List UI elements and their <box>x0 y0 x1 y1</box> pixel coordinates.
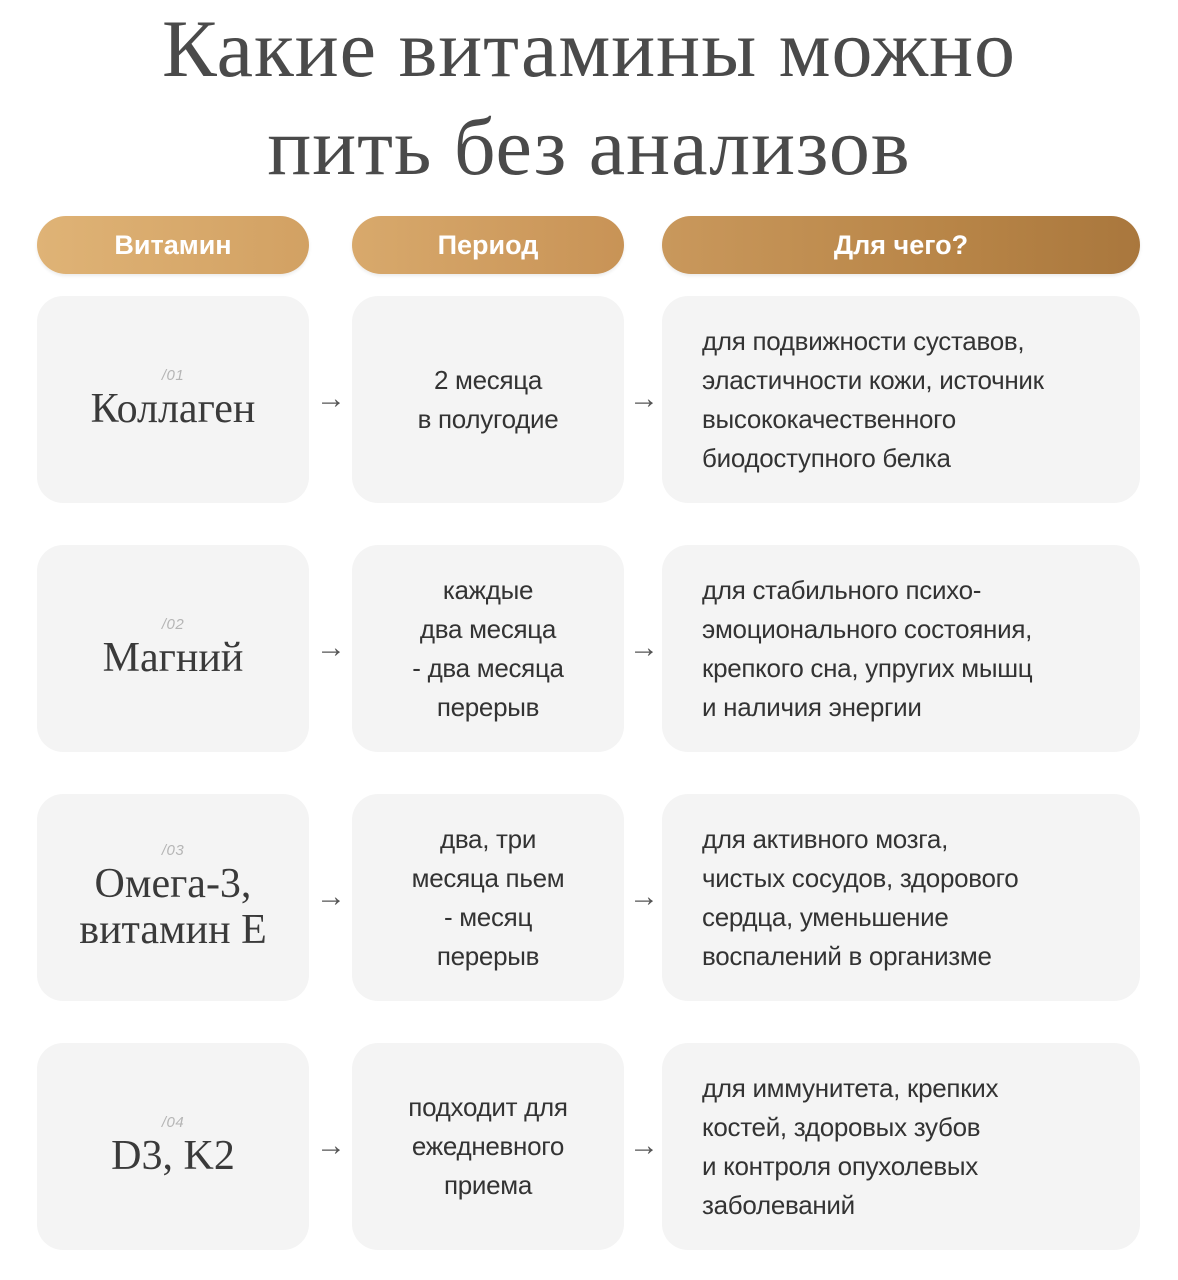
row-number: /01 <box>161 367 185 384</box>
purpose-text: для иммунитета, крепких костей, здоровых зубов и контроля опухолевых заболеваний <box>702 1072 999 1220</box>
vitamin-name: D3, K2 <box>111 1133 235 1179</box>
period-text: каждые два месяца - два месяца перерыв <box>412 574 564 722</box>
arrow-right-icon: → <box>629 880 659 913</box>
purpose-text: для активного мозга, чистых сосудов, здорового сердца, уменьшение воспалений в организме <box>702 823 1019 971</box>
vitamin-name: Коллаген <box>90 386 256 432</box>
purpose-card <box>662 296 1140 503</box>
purpose-card <box>662 545 1140 752</box>
page-title-line-2: пить без анализов <box>267 101 911 192</box>
arrow-right-icon: → <box>316 1129 346 1162</box>
header-purpose: Для чего? <box>662 216 1140 274</box>
arrow-right-icon: → <box>629 382 659 415</box>
period-card <box>352 1043 624 1250</box>
vitamin-card <box>37 1043 309 1250</box>
purpose-text: для подвижности суставов, эластичности кожи, источник высококачественного биодоступного белка <box>702 325 1044 473</box>
purpose-card <box>662 794 1140 1001</box>
purpose-text: для стабильного психо- эмоционального состояния, крепкого сна, упругих мышц и наличия энергии <box>702 574 1033 722</box>
period-card <box>352 545 624 752</box>
row-number: /04 <box>161 1114 185 1131</box>
arrow-right-icon: → <box>316 880 346 913</box>
purpose-card <box>662 1043 1140 1250</box>
vitamin-name: Омега-3, витамин Е <box>79 861 267 953</box>
period-text: подходит для ежедневного приема <box>408 1092 568 1200</box>
row-number: /03 <box>161 842 185 859</box>
arrow-right-icon: → <box>316 631 346 664</box>
header-period: Период <box>352 216 624 274</box>
vitamin-card <box>37 794 309 1001</box>
vitamin-card <box>37 545 309 752</box>
period-text: 2 месяца в полугодие <box>417 364 559 434</box>
page-title <box>0 0 1178 196</box>
vitamin-name: Магний <box>102 635 244 681</box>
arrow-right-icon: → <box>629 631 659 664</box>
page-title-line-1: Какие витамины можно <box>161 3 1017 94</box>
period-card <box>352 296 624 503</box>
period-card <box>352 794 624 1001</box>
period-text: два, три месяца пьем - месяц перерыв <box>411 823 565 971</box>
header-vitamin: Витамин <box>37 216 309 274</box>
vitamin-card <box>37 296 309 503</box>
arrow-right-icon: → <box>316 382 346 415</box>
arrow-right-icon: → <box>629 1129 659 1162</box>
row-number: /02 <box>161 616 185 633</box>
